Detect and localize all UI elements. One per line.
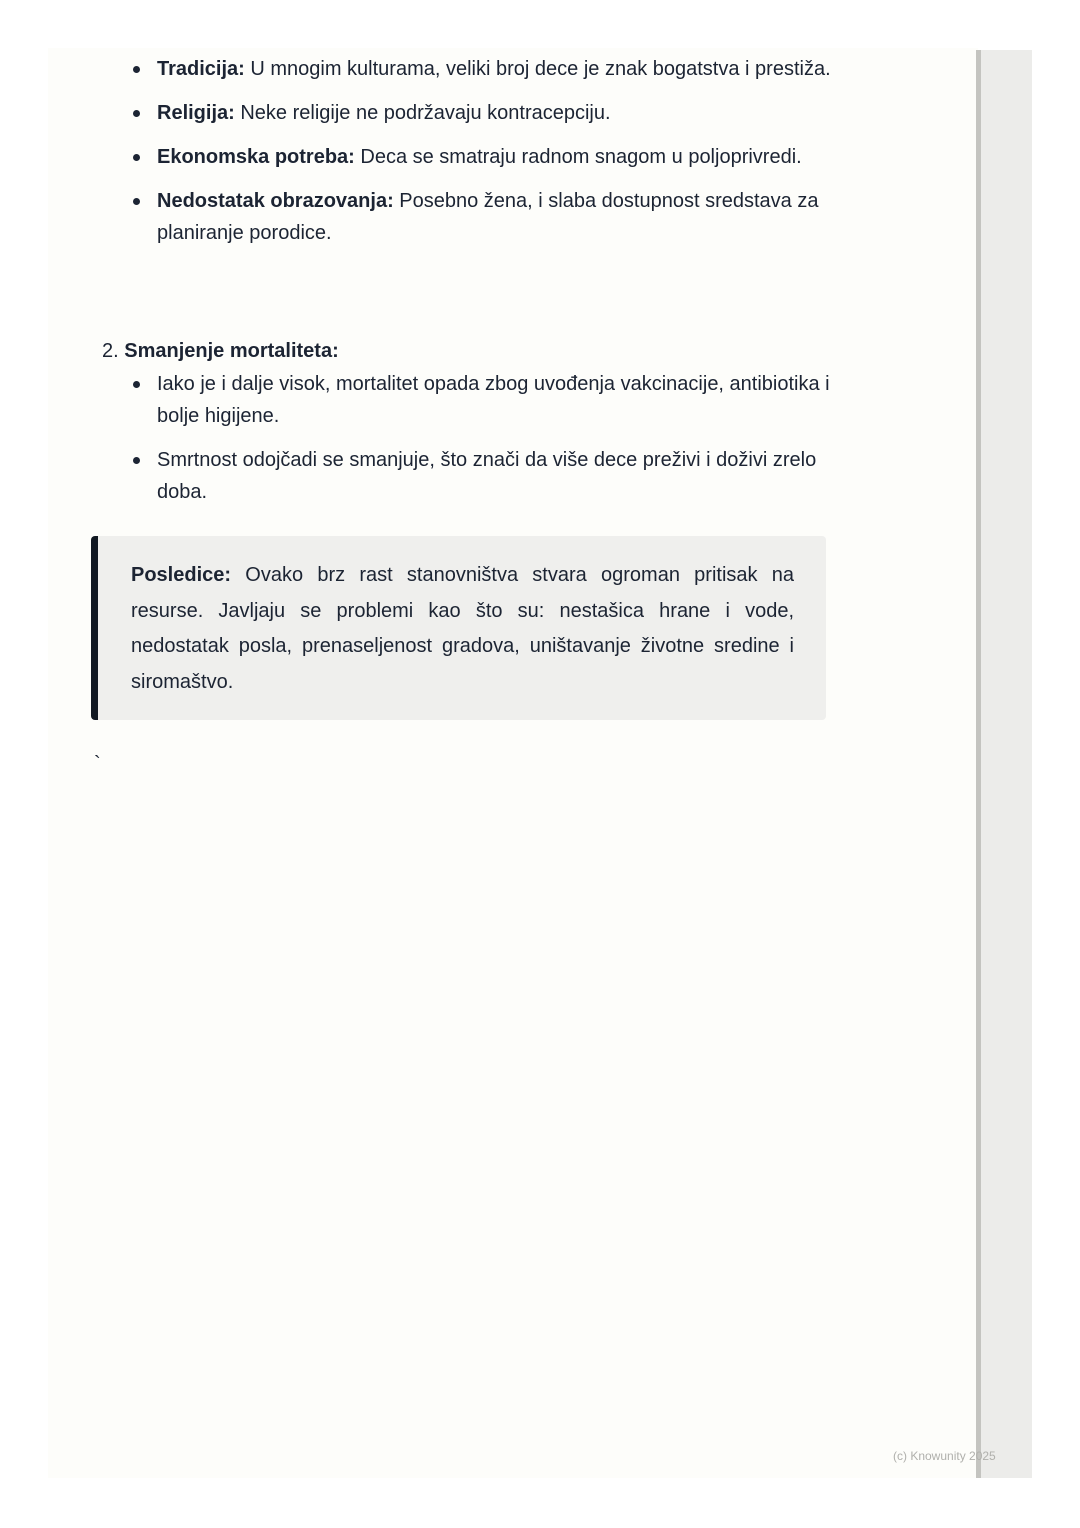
list-item: Smrtnost odojčadi se smanjuje, što znači da više dece preživi i doživi zrelo doba. — [157, 444, 837, 508]
causes-list — [157, 53, 837, 261]
list-item-ekonomska-potreba — [157, 141, 837, 173]
list-item-religija — [157, 97, 837, 129]
callout-body: Ovako brz rast stanovništva stvara ogroman pritisak na resurse. Javljaju se problemi kao što su: nestašica hrane i vode, nedostatak posla, prenaseljenost gradova, uništavanje životne sredine i siromaštvo. — [131, 564, 794, 693]
mortality-list — [157, 368, 837, 520]
item-label: Nedostatak obrazovanja: — [157, 190, 394, 212]
callout-box — [91, 536, 826, 720]
section-heading — [102, 335, 702, 367]
item-label: Ekonomska potreba: — [157, 146, 355, 168]
list-item: Iako je i dalje visok, mortalitet opada zbog uvođenja vakcinacije, antibiotika i bolje higijene. — [157, 368, 837, 432]
item-text: Deca se smatraju radnom snagom u poljoprivredi. — [354, 146, 802, 168]
stray-mark: ` — [94, 753, 101, 775]
list-item-nedostatak-obrazovanja — [157, 185, 837, 249]
section-title: Smanjenje mortaliteta: — [124, 340, 339, 362]
callout-label: Posledice: — [131, 564, 232, 586]
footer-copyright: (c) Knowunity 2025 — [893, 1449, 996, 1463]
item-label: Religija: — [157, 102, 235, 124]
callout-text — [131, 558, 794, 700]
item-text: Posebno žena, i slaba dostupnost sredstava za planiranje porodice. — [157, 190, 819, 244]
section-number: 2. — [102, 340, 119, 362]
list-item-tradicija — [157, 53, 837, 85]
item-label: Tradicija: — [157, 58, 245, 80]
item-text: Neke religije ne podržavaju kontracepciju. — [234, 102, 611, 124]
item-text: U mnogim kulturama, veliki broj dece je znak bogatstva i prestiža. — [244, 58, 831, 80]
